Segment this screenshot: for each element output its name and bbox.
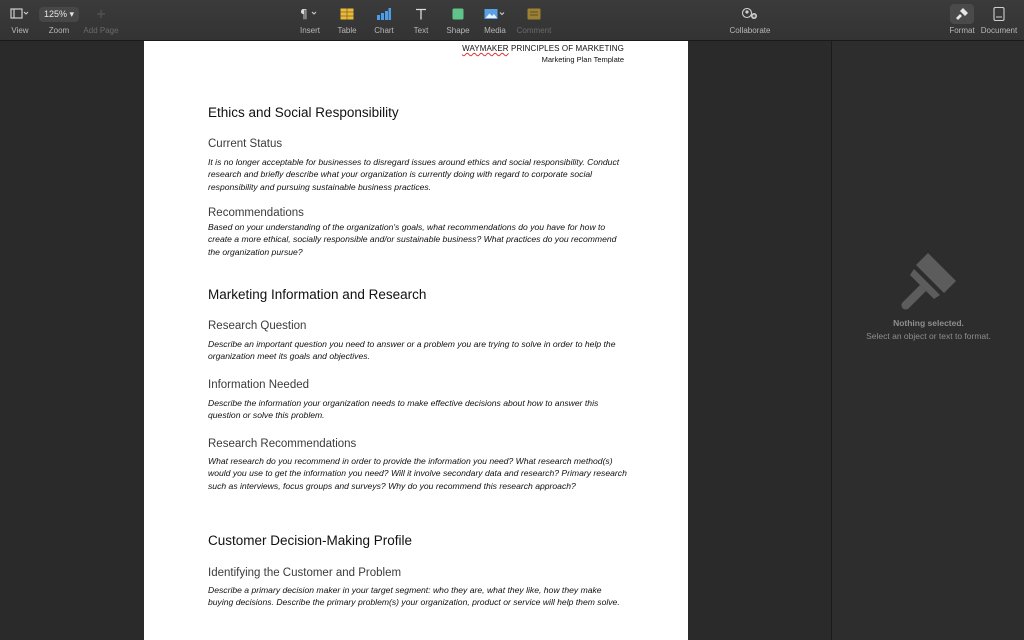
zoom-label: Zoom [48,26,70,35]
document-label: Document [980,26,1018,35]
collaborate-label: Collaborate [729,26,771,35]
paragraph-information-needed[interactable]: Describe the information your organization needs to make effective decisions about how to answer this question or solve this problem. [208,398,599,421]
collaborate-button[interactable] [720,4,780,35]
paragraph-recommendations[interactable]: Based on your understanding of the organization's goals, what recommendations do you have for how to create a more ethical, socially responsible and/or sustainable business? What practices do you recommend the organization pursue? [208,222,617,257]
shape-icon [452,4,464,24]
text-icon [415,4,427,24]
shape-label: Shape [446,26,470,35]
collaborate-icon [741,4,759,24]
insert-label: Insert [299,26,320,35]
add-page-button[interactable] [71,4,131,35]
document-icon [993,4,1005,24]
media-label: Media [484,26,506,35]
paintbrush-icon [898,249,960,316]
table-label: Table [337,26,357,35]
zoom-value[interactable]: 125% ▾ [39,7,79,22]
heading-research-recommendations[interactable]: Research Recommendations [208,438,357,450]
toolbar [0,0,1024,41]
heading-recommendations[interactable]: Recommendations [208,207,304,219]
text-label: Text [413,26,429,35]
format-label: Format [949,26,975,35]
paragraph-identifying[interactable]: Describe a primary decision maker in your target segment: who they are, what they like, how they make buying decisions. Describe the primary problem(s) your organization, product or service will help them solve. [208,585,620,608]
document-button[interactable] [969,4,1024,35]
chart-icon [377,4,391,24]
paragraph-current-status[interactable]: It is no longer acceptable for businesses to disregard issues around ethics and social responsibility. Conduct research and briefly describe what your organization is currently doing with regard to corporate social responsibility and pursuing sustainable business practices. [208,157,620,192]
page-header-title: WAYMAKER PRINCIPLES OF MARKETING [462,44,624,53]
sidebar-view-icon [10,4,30,24]
heading-customer[interactable]: Customer Decision-Making Profile [208,533,413,548]
comment-button[interactable] [504,4,564,35]
format-sidebar [831,41,1024,640]
table-icon [340,4,354,24]
nothing-selected-hint: Select an object or text to format. [866,331,991,341]
heading-research-question[interactable]: Research Question [208,320,307,332]
comment-icon [527,4,541,24]
page-header-subtitle: Marketing Plan Template [541,55,624,64]
heading-current-status[interactable]: Current Status [208,138,283,150]
add-page-label: Add Page [83,26,119,35]
chart-label: Chart [374,26,394,35]
comment-label: Comment [516,26,552,35]
paragraph-research-recommendations[interactable]: What research do you recommend in order to provide the information you need? What research method(s) would you use to get the information you need? Will it involve secondary data and research? Primary research such as interviews, focus groups and surveys? Why do you recommend this research approach? [208,456,627,491]
add-page-icon [94,4,108,24]
svg-text:¶: ¶ [300,7,308,21]
nothing-selected-title: Nothing selected. [893,318,964,328]
heading-ethics[interactable]: Ethics and Social Responsibility [208,105,399,120]
heading-research[interactable]: Marketing Information and Research [208,287,427,302]
heading-identifying[interactable]: Identifying the Customer and Problem [208,567,402,579]
document-canvas[interactable] [0,41,831,640]
document-page[interactable] [144,41,688,640]
paragraph-research-question[interactable]: Describe an important question you need to answer or a problem you are trying to solve in order to help the organization meet its goals and objectives. [208,339,616,362]
media-icon [484,4,506,24]
view-label: View [11,26,29,35]
heading-information-needed[interactable]: Information Needed [208,379,310,391]
